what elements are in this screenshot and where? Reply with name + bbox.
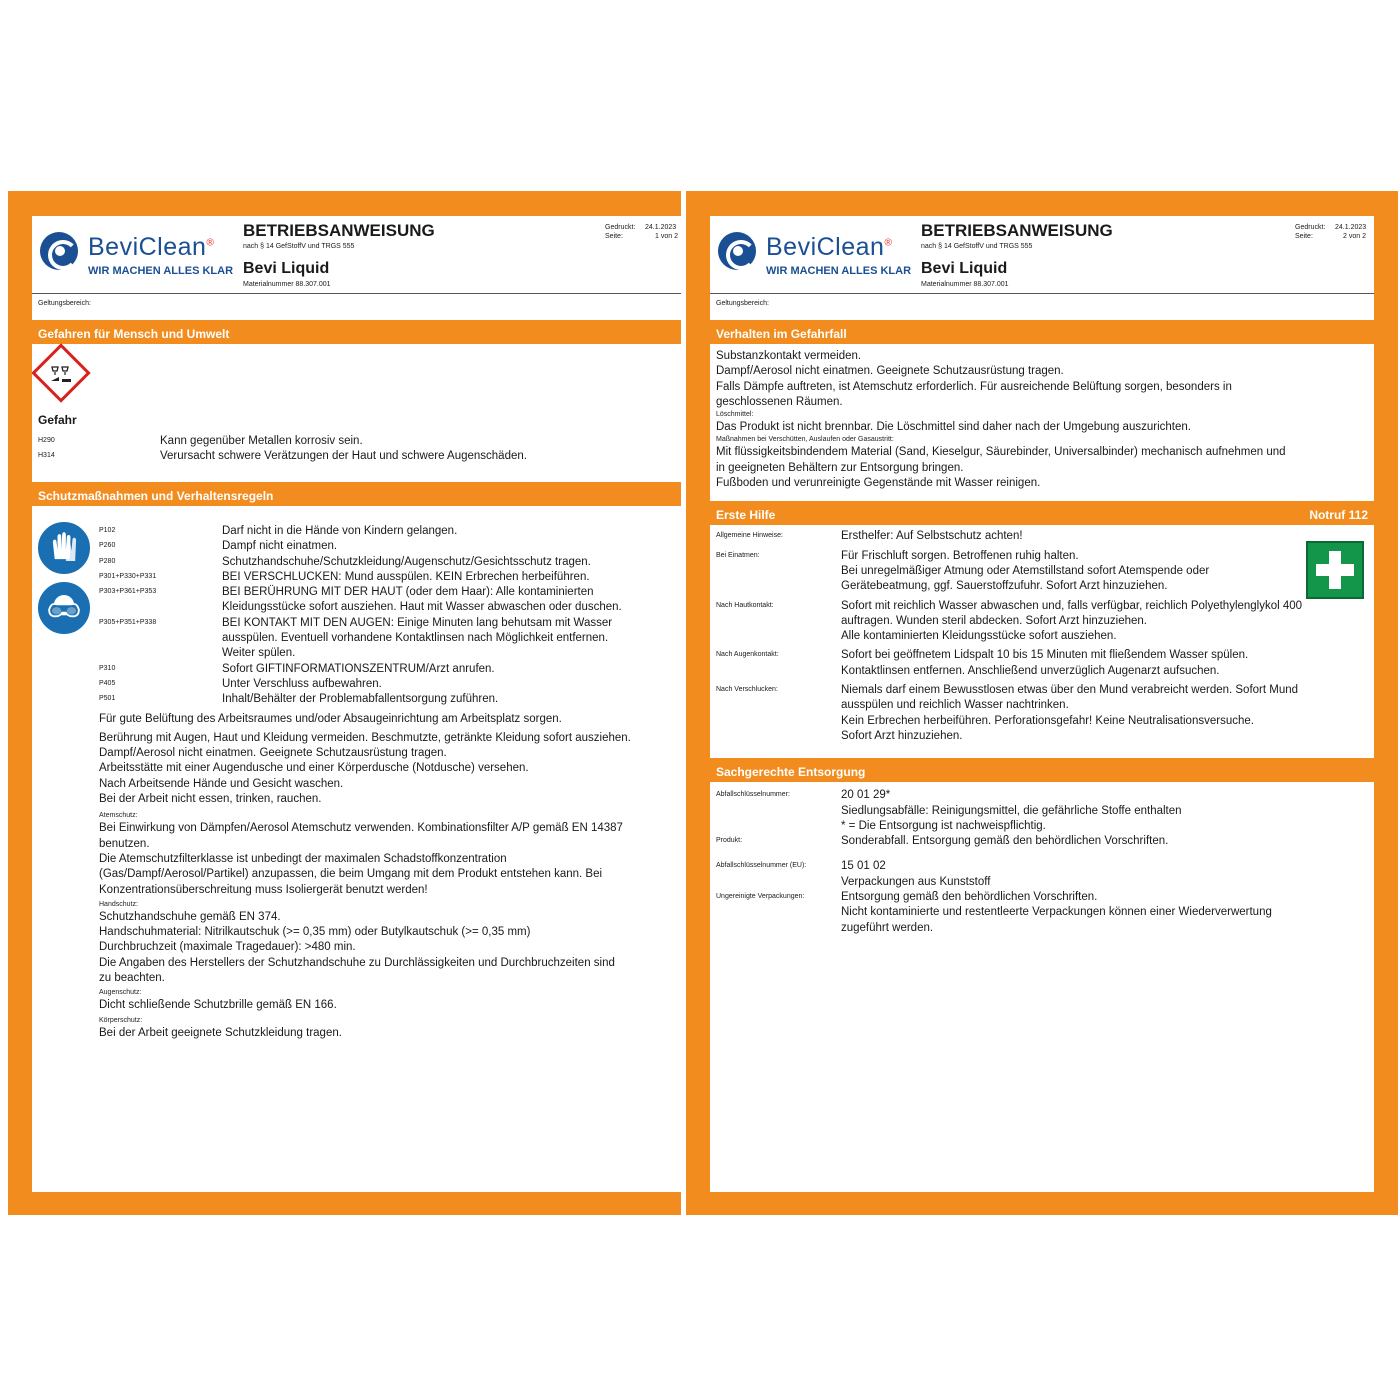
first-aid-text: ausspülen und reichlich Wasser nachtrinken. (841, 699, 1069, 712)
product-name: Bevi Liquid (921, 260, 1008, 277)
protection-section (32, 506, 681, 1041)
scope-label: Geltungsbereich: (716, 300, 769, 307)
emergency-section (710, 344, 1374, 501)
first-aid-list (716, 529, 1316, 744)
disposal-text: Verpackungen aus Kunststoff (841, 875, 991, 888)
disposal-section-title: Sachgerechte Entsorgung (710, 758, 1374, 782)
printed-value: 24.1.2023 (645, 224, 677, 231)
p-statement (99, 585, 679, 616)
disposal-text: * = Die Entsorgung ist nachweispflichtig. (841, 819, 1046, 832)
brand-name: BeviClean (88, 233, 207, 261)
disposal-item (716, 859, 1324, 890)
emergency-text: Substanzkontakt vermeiden. (716, 350, 862, 362)
emergency-text: geschlossenen Räumen. (716, 395, 843, 408)
precautionary-statements (99, 524, 679, 1041)
hand-protection-text: Die Angaben des Herstellers der Schutzhandschuhe zu Durchlässigkeiten und Durchbruchzeiten sind (99, 956, 615, 969)
brand-slogan: WIR MACHEN ALLES KLAR (766, 265, 912, 277)
first-aid-text: Kontaktlinsen entfernen. Anschließend unverzüglich Augenarzt aufsuchen. (841, 664, 1220, 677)
first-aid-text: Gerätebeatmung, ggf. Sauerstoffzufuhr. Sofort Arzt hinzuziehen. (841, 580, 1168, 593)
disposal-text: 15 01 02 (841, 860, 886, 873)
p-code: P501 (99, 695, 116, 703)
hazard-statement (38, 434, 678, 449)
page-1-content (32, 216, 681, 1192)
spill-label: Maßnahmen bei Verschütten, Auslaufen oder Gasaustritt: (716, 436, 894, 444)
hand-protection-label: Handschutz: (99, 900, 138, 908)
p-statement (99, 555, 679, 570)
beviclean-logo (40, 232, 234, 282)
p-code: P260 (99, 542, 116, 550)
page-label: Seite: (1295, 233, 1313, 240)
printed-label: Gedruckt: (605, 224, 636, 231)
respiratory-text: Die Atemschutzfilterklasse ist unbedingt der maximalen Schadstoffkonzentration (99, 852, 507, 865)
general-rule: Bei der Arbeit nicht essen, trinken, rauchen. (99, 793, 322, 806)
first-aid-text: Für Frischluft sorgen. Betroffenen ruhig halten. (841, 549, 1079, 562)
hazards-section-title: Gefahren für Mensch und Umwelt (32, 320, 681, 344)
hand-protection-text: Handschuhmaterial: Nitrilkautschuk (>= 0,35 mm) oder Butylkautschuk (>= 0,35 mm) (99, 926, 531, 939)
page-1 (8, 191, 681, 1215)
emergency-call: Notruf 112 (1309, 508, 1368, 523)
extinguish-label: Löschmittel: (716, 411, 754, 419)
first-aid-item (716, 549, 1316, 595)
disposal-text: 20 01 29* (841, 789, 891, 802)
spill-text: Fußboden und verunreinigte Gegenstände mit Wasser reinigen. (716, 477, 1041, 490)
emergency-text: Dampf/Aerosol nicht einatmen. Geeignete Schutzausrüstung tragen. (716, 365, 1064, 378)
general-rule: Für gute Belüftung des Arbeitsraumes und/oder Absaugeinrichtung am Arbeitsplatz sorgen. (99, 712, 562, 725)
respiratory-text: benutzen. (99, 837, 150, 850)
doc-subtitle: nach § 14 GefStoffV und TRGS 555 (243, 243, 355, 250)
p-code: P305+P351+P338 (99, 618, 157, 626)
printed-value: 24.1.2023 (1335, 224, 1367, 231)
beviclean-logo-icon (40, 232, 78, 270)
p-statement (99, 616, 679, 662)
first-aid-label: Allgemeine Hinweise: (716, 532, 783, 540)
p-text: BEI VERSCHLUCKEN: Mund ausspülen. KEIN Erbrechen herbeiführen. (222, 570, 590, 583)
brand-name: BeviClean (766, 233, 885, 261)
gloves-symbol (38, 522, 90, 574)
hazard-code: H314 (38, 452, 55, 460)
p-statement (99, 524, 679, 539)
brand-slogan: WIR MACHEN ALLES KLAR (88, 265, 234, 277)
first-aid-text: Sofort Arzt hinzuziehen. (841, 729, 963, 742)
p-statement (99, 539, 679, 554)
wear-goggles-icon (36, 580, 92, 636)
p-text: Kleidungsstücke sofort ausziehen. Haut mit Wasser abwaschen oder duschen. (222, 601, 622, 614)
p-text: BEI KONTAKT MIT DEN AUGEN: Einige Minuten lang behutsam mit Wasser (222, 616, 613, 629)
disposal-text: zugeführt werden. (841, 921, 934, 934)
p-text: Darf nicht in die Hände von Kindern gelangen. (222, 525, 458, 537)
respiratory-text: Konzentrationsüberschreitung muss Isoliergerät benutzt werden! (99, 883, 428, 896)
first-aid-item (716, 683, 1316, 744)
p-text: Sofort GIFTINFORMATIONSZENTRUM/Arzt anrufen. (222, 662, 495, 675)
respiratory-text: (Gas/Dampf/Aerosol/Partikel) anzupassen, die beim Umgang mit dem Produkt entstehen kann. Bei (99, 868, 603, 881)
p-code: P405 (99, 679, 116, 687)
signal-word: Gefahr (38, 413, 77, 427)
first-aid-label: Nach Verschlucken: (716, 686, 778, 694)
page-1-header (32, 216, 681, 294)
first-aid-text: Alle kontaminierten Kleidungsstücke sofort ausziehen. (841, 630, 1117, 643)
hazard-code: H290 (38, 437, 55, 444)
hand-protection-text: zu beachten. (99, 972, 165, 985)
respiratory-text: Bei Einwirkung von Dämpfen/Aerosol Atemschutz verwenden. Kombinationsfilter A/P gemäß EN 14387 (99, 822, 623, 835)
body-protection-text: Bei der Arbeit geeignete Schutzkleidung tragen. (99, 1026, 342, 1039)
first-aid-text: Niemals darf einem Bewusstlosen etwas über den Mund verabreicht werden. Sofort Mund (841, 684, 1299, 697)
disposal-text: Entsorgung gemäß den behördlichen Vorschriften. (841, 891, 1098, 904)
page-2-content (710, 216, 1374, 1192)
respiratory-label: Atemschutz: (99, 812, 138, 820)
doc-title: BETRIEBSANWEISUNG (921, 221, 1113, 240)
doc-subtitle: nach § 14 GefStoffV und TRGS 555 (921, 243, 1033, 250)
first-aid-text: Sofort mit reichlich Wasser abwaschen und, falls verfügbar, reichlich Polyethylenglykol 400 (841, 599, 1303, 612)
registered-mark: ® (206, 237, 215, 249)
first-aid-section (710, 525, 1374, 758)
general-rule: Nach Arbeitsende Hände und Gesicht waschen. (99, 777, 344, 790)
first-aid-text: Sofort bei geöffnetem Lidspalt 10 bis 15 Minuten mit fließendem Wasser spülen. (841, 649, 1249, 662)
disposal-text: Siedlungsabfälle: Reinigungsmittel, die gefährliche Stoffe enthalten (841, 804, 1182, 817)
disposal-item (716, 788, 1324, 834)
corrosive-pictogram-icon (32, 343, 91, 402)
hazards-section (32, 344, 681, 482)
hazard-text: Kann gegenüber Metallen korrosiv sein. (160, 435, 363, 447)
eye-protection-text: Dicht schließende Schutzbrille gemäß EN 166. (99, 999, 337, 1012)
p-code: P280 (99, 557, 116, 565)
disposal-label: Abfallschlüsselnummer (EU): (716, 862, 807, 870)
hazard-text: Verursacht schwere Verätzungen der Haut und schwere Augenschäden. (160, 450, 527, 463)
p-text: ausspülen. Eventuell vorhandene Kontaktlinsen nach Möglichkeit entfernen. (222, 632, 609, 645)
disposal-item (716, 834, 1324, 849)
hand-protection-text: Schutzhandschuhe gemäß EN 374. (99, 910, 281, 923)
p-code: P310 (99, 664, 116, 672)
first-aid-title: Erste Hilfe (716, 508, 776, 523)
corrosion-symbol (49, 361, 73, 385)
emergency-section-title: Verhalten im Gefahrfall (710, 320, 1374, 344)
first-aid-item (716, 599, 1316, 645)
disposal-label: Produkt: (716, 837, 743, 845)
p-text: Dampf nicht einatmen. (222, 540, 338, 553)
beviclean-logo-icon (718, 232, 756, 270)
general-rule: Berührung mit Augen, Haut und Kleidung vermeiden. Beschmutzte, getränkte Kleidung sofort ausziehen. (99, 731, 631, 744)
disposal-text: Nicht kontaminierte und restentleerte Verpackungen können einer Wiederverwertung (841, 906, 1272, 919)
first-aid-text: Ersthelfer: Auf Selbstschutz achten! (841, 530, 1023, 543)
first-aid-item (716, 529, 1316, 544)
scope-label: Geltungsbereich: (38, 300, 91, 307)
p-text: Weiter spülen. (222, 647, 296, 660)
page-value: 1 von 2 (655, 233, 678, 240)
first-aid-text: Bei unregelmäßiger Atmung oder Atemstillstand sofort Atemspende oder (841, 564, 1210, 577)
extinguish-text: Das Produkt ist nicht brennbar. Die Löschmittel sind daher nach der Umgebung auszurichten. (716, 421, 1191, 434)
body-protection-label: Körperschutz: (99, 1016, 143, 1024)
p-statement (99, 677, 679, 692)
p-text: Schutzhandschuhe/Schutzkleidung/Augenschutz/Gesichtsschutz tragen. (222, 555, 591, 568)
disposal-section (710, 782, 1330, 936)
first-aid-label: Bei Einatmen: (716, 551, 760, 559)
p-code: P301+P330+P331 (99, 572, 157, 580)
first-aid-text: auftragen. Wunden steril abdecken. Sofort Arzt hinzuziehen. (841, 614, 1148, 627)
p-text: Unter Verschluss aufbewahren. (222, 677, 382, 690)
spill-text: in geeigneten Behältern zur Entsorgung bringen. (716, 461, 964, 474)
doc-title: BETRIEBSANWEISUNG (243, 221, 435, 240)
protection-section-title: Schutzmaßnahmen und Verhaltensregeln (32, 482, 681, 506)
disposal-text: Sonderabfall. Entsorgung gemäß den behördlichen Vorschriften. (841, 835, 1169, 848)
first-aid-item (716, 648, 1316, 679)
page-2 (686, 191, 1398, 1215)
p-text: Inhalt/Behälter der Problemabfallentsorgung zuführen. (222, 693, 499, 706)
wear-gloves-icon (36, 520, 92, 576)
p-code: P102 (99, 527, 116, 534)
disposal-label: Abfallschlüsselnummer: (716, 791, 790, 799)
page-value: 2 von 2 (1343, 233, 1366, 240)
p-code: P303+P361+P353 (99, 588, 157, 596)
general-rule: Arbeitsstätte mit einer Augendusche und einer Körperdusche (Notdusche) versehen. (99, 762, 529, 775)
disposal-label: Ungereinigte Verpackungen: (716, 893, 805, 901)
p-statement (99, 570, 679, 585)
material-number: Materialnummer 88.307.001 (243, 281, 331, 288)
general-rule: Dampf/Aerosol nicht einatmen. Geeignete Schutzausrüstung tragen. (99, 747, 447, 760)
hand-protection-text: Durchbruchzeit (maximale Tragedauer): >480 min. (99, 941, 356, 954)
hazard-statement (38, 449, 678, 464)
beviclean-logo (718, 232, 912, 282)
hazard-statements (38, 434, 678, 465)
first-aid-text: Kein Erbrechen herbeiführen. Perforationsgefahr! Keine Neutralisationsversuche. (841, 714, 1254, 727)
product-name: Bevi Liquid (243, 260, 330, 277)
spill-text: Mit flüssigkeitsbindendem Material (Sand, Kieselgur, Säurebinder, Universalbinder) mechanisch aufnehmen und (716, 446, 1286, 459)
eye-protection-label: Augenschutz: (99, 989, 142, 997)
p-statement (99, 692, 679, 707)
goggles-symbol (38, 582, 90, 634)
page-2-header (710, 216, 1374, 294)
page-label: Seite: (605, 233, 623, 240)
p-statement (99, 662, 679, 677)
emergency-text: Falls Dämpfe auftreten, ist Atemschutz erforderlich. Für ausreichende Belüftung sorgen, besonders in (716, 380, 1232, 393)
printed-label: Gedruckt: (1295, 224, 1326, 231)
p-text: BEI BERÜHRUNG MIT DER HAUT (oder dem Haar): Alle kontaminierten (222, 586, 594, 599)
first-aid-section-title (710, 501, 1374, 525)
registered-mark: ® (884, 237, 893, 249)
disposal-item (716, 890, 1324, 936)
first-aid-label: Nach Augenkontakt: (716, 651, 779, 659)
first-aid-label: Nach Hautkontakt: (716, 601, 774, 609)
material-number: Materialnummer 88.307.001 (921, 281, 1009, 288)
